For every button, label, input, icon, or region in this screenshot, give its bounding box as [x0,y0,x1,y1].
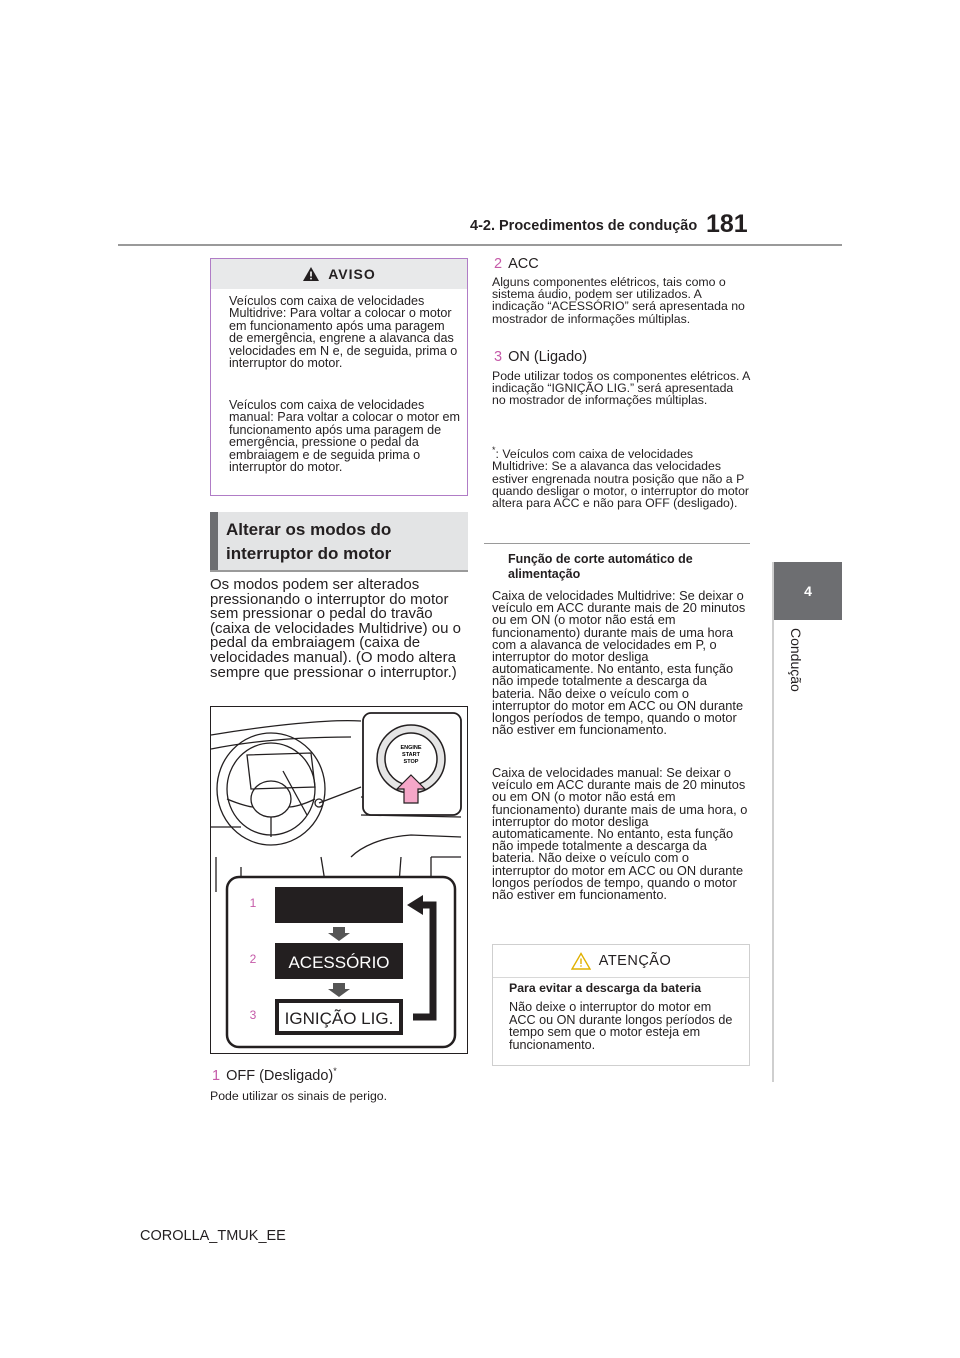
display-text: ACESSÓRIO [288,953,390,972]
header-rule [118,244,842,246]
warning-box [210,258,468,496]
section-title: Alterar os modos do interruptor do motor [226,520,392,563]
section-heading-bar [210,512,218,570]
caution-subtitle: Para evitar a descarga da bateria [509,981,702,995]
subsection-title: Função de corte automático de alimentação [508,552,693,581]
dashboard-drawing [211,707,466,1052]
engine-button-text: STOP [403,759,419,765]
footnote-text: : Veículos com caixa de velocidades Multidrive: Se a alavanca das velocidades estiver engrenada noutra posição que não a P quando desligar o motor, o interruptor do motor altera para ACC e não para OFF (desligado). [492,447,750,510]
page-number: 181 [706,210,748,238]
caution-title: ATENÇÃO [598,953,672,969]
footnote-mark: * [333,1066,337,1076]
caution-box [492,944,750,1066]
mode-number: 2 [494,256,503,272]
subsection-rule [484,543,750,544]
warning-paragraph: Veículos com caixa de velocidades Multidrive: Para voltar a colocar o motor em funcionamento após uma paragem de emergência, engrene a alavanca das velocidades em N e, de seguida, prima o interruptor do motor. [229,294,458,371]
engine-switch-illustration [210,706,468,1054]
document-code: COROLLA_TMUK_EE [140,1228,286,1244]
section-intro: Os modos podem ser alterados pressionando o interruptor do motor sem pressionar o pedal do travão (caixa de velocidades Multidrive) ou o pedal da embraiagem (caixa de velocidades manual). (O modo altera sempre que pressionar o interruptor.) [210,576,461,681]
mode-label: 3 [249,1008,257,1022]
chapter-name: Condução [788,628,804,692]
warning-header [211,259,467,289]
caution-header [493,945,749,978]
mode-number: 1 [212,1067,221,1084]
mode-item-off [212,1066,337,1084]
mode-label: OFF (Desligado) [226,1067,334,1084]
mode-label: ACC [508,256,539,272]
auto-off-manual: Caixa de velocidades manual: Se deixar o veículo em ACC durante mais de 20 minutos ou em ON (o motor não está em funcionamento) durante mais de uma hora, o interruptor do motor desliga automaticamente. No entanto, esta função não impede totalmente a descarga da bateria. Não deixe o veículo com o interruptor do motor em ACC ou ON durante longos períodos de tempo, quando o motor não estiver em funcionamento. [492,765,748,903]
warning-paragraph: Veículos com caixa de velocidades manual: Para voltar a colocar o motor em funcionamento após uma paragem de emergência, pressione o pedal da embraiagem e de seguida prima o interruptor do motor. [229,398,460,475]
mode-description: Alguns componentes elétricos, tais como o sistema áudio, podem ser utilizados. A indicação “ACESSÓRIO” será apresentada no mostrador de informações múltiplas. [492,275,745,326]
mode-number: 3 [494,349,503,365]
mode-label: 1 [249,896,257,910]
caution-body: Não deixe o interruptor do motor em ACC ou ON durante longos períodos de tempo sem que o motor esteja em funcionamento. [509,1000,733,1052]
auto-off-multidrive: Caixa de velocidades Multidrive: Se deixar o veículo em ACC durante mais de 20 minutos ou em ON (o motor não está em funcionamento) durante mais de uma hora com a alavanca de velocidades em P, o interruptor do motor desliga automaticamente. No entanto, esta função não impede totalmente a descarga da bateria. Não deixe o veículo com o interruptor do motor em ACC ou ON durante longos períodos de tempo, quando o motor não estiver em funcionamento. [492,588,746,738]
warning-title: AVISO [328,266,376,282]
mode-description: Pode utilizar os sinais de perigo. [210,1089,388,1103]
footnote-mark: * [492,445,496,455]
warning-triangle-icon [302,266,320,282]
mode-item-acc [494,256,539,272]
side-tab-line [772,562,774,1082]
mode-description: Pode utilizar todos os componentes elétricos. A indicação “IGNIÇÃO LIG.” será apresentada no mostrador de informações múltiplas. [492,369,750,408]
engine-button-text: ENGINE [400,745,422,751]
mode-label: 2 [249,952,257,966]
caution-triangle-icon [571,952,591,970]
section-heading [210,512,468,570]
display-text: IGNIÇÃO LIG. [284,1009,394,1028]
header-section-title: 4-2. Procedimentos de condução [470,218,698,234]
section-underline [210,570,468,572]
footnote [492,444,750,509]
chapter-tab: 4 [774,562,842,620]
mode-label: ON (Ligado) [508,349,588,365]
engine-button-text: START [402,752,420,758]
mode-item-on [494,349,587,365]
